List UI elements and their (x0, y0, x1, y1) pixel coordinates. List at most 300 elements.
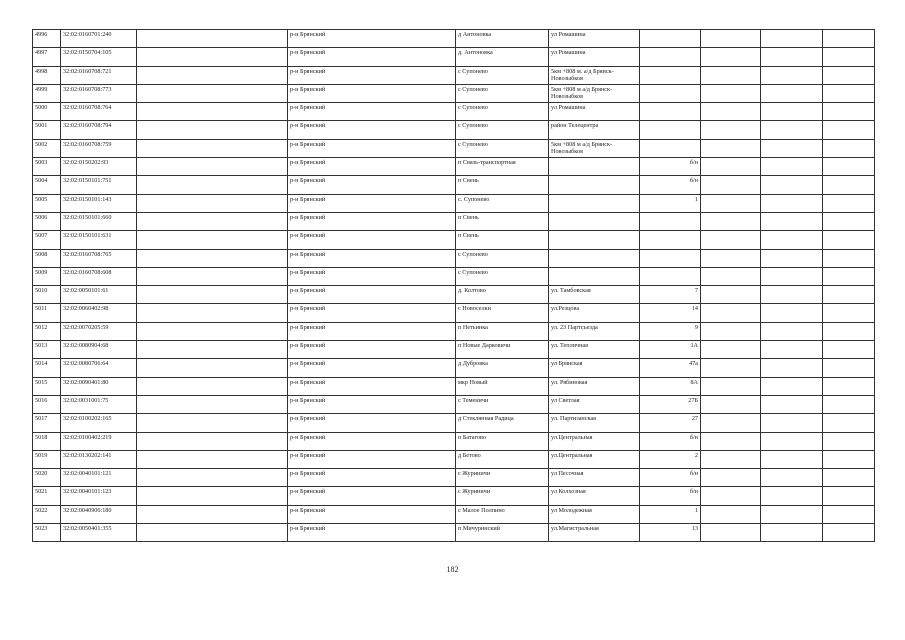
house-number-cell: б/н (640, 158, 701, 176)
row-number-cell: 5020 (33, 469, 61, 487)
settlement-cell: п Свень (456, 212, 549, 230)
cadastral-number-cell: 32:02:0150101:751 (61, 176, 137, 194)
row-number-cell: 5001 (33, 121, 61, 139)
settlement-cell: п Новые Дарковичи (456, 341, 549, 359)
extra-cell-3 (823, 341, 875, 359)
street-cell: ул Светлая (549, 395, 640, 413)
extra-cell-1 (701, 212, 761, 230)
house-number-cell: 47а (640, 359, 701, 377)
cadastral-number-cell: 32:02:0160708:765 (61, 249, 137, 267)
extra-cell-2 (761, 139, 823, 157)
extra-cell-1 (701, 469, 761, 487)
row-number-cell: 5002 (33, 139, 61, 157)
table-row (33, 84, 875, 102)
settlement-cell: с Супонево (456, 84, 549, 102)
house-number-cell: 7 (640, 286, 701, 304)
row-number-cell: 5000 (33, 103, 61, 121)
district-cell: р-н Брянский (288, 212, 456, 230)
extra-cell-3 (823, 304, 875, 322)
row-number-cell: 5013 (33, 341, 61, 359)
street-cell: ул.Магистральная (549, 524, 640, 542)
extra-cell-2 (761, 286, 823, 304)
table-row (33, 231, 875, 249)
cadastral-number-cell: 32:02:0150101:143 (61, 194, 137, 212)
cadastral-number-cell: 32:02:0040101:123 (61, 487, 137, 505)
extra-cell-2 (761, 377, 823, 395)
extra-cell-2 (761, 524, 823, 542)
blank-cell (137, 469, 288, 487)
extra-cell-2 (761, 450, 823, 468)
district-cell: р-н Брянский (288, 158, 456, 176)
cadastral-number-cell: 32:02:0031001:75 (61, 395, 137, 413)
extra-cell-2 (761, 432, 823, 450)
blank-cell (137, 66, 288, 84)
blank-cell (137, 359, 288, 377)
extra-cell-2 (761, 359, 823, 377)
district-cell: р-н Брянский (288, 450, 456, 468)
table-row (33, 121, 875, 139)
extra-cell-1 (701, 30, 761, 48)
table-row (33, 395, 875, 413)
extra-cell-1 (701, 176, 761, 194)
extra-cell-1 (701, 487, 761, 505)
street-cell: ул Брянская (549, 359, 640, 377)
row-number-cell: 5022 (33, 505, 61, 523)
settlement-cell: п Батагово (456, 432, 549, 450)
extra-cell-1 (701, 158, 761, 176)
extra-cell-3 (823, 487, 875, 505)
cadastral-number-cell: 32:02:0080706:64 (61, 359, 137, 377)
extra-cell-1 (701, 84, 761, 102)
table-row (33, 505, 875, 523)
house-number-cell (640, 212, 701, 230)
house-number-cell: 14 (640, 304, 701, 322)
extra-cell-1 (701, 139, 761, 157)
blank-cell (137, 432, 288, 450)
table-row (33, 30, 875, 48)
street-cell: ул.Центральная (549, 432, 640, 450)
street-cell: ул. Тамбовская (549, 286, 640, 304)
table-row (33, 414, 875, 432)
settlement-cell: с Супонево (456, 139, 549, 157)
house-number-cell: 27 (640, 414, 701, 432)
table-body (33, 30, 875, 542)
extra-cell-3 (823, 121, 875, 139)
extra-cell-3 (823, 267, 875, 285)
extra-cell-3 (823, 66, 875, 84)
cadastral-number-cell: 32:02:0160701:240 (61, 30, 137, 48)
row-number-cell: 5011 (33, 304, 61, 322)
table-row (33, 524, 875, 542)
cadastral-number-cell: 32:02:0160708:759 (61, 139, 137, 157)
table-row (33, 48, 875, 66)
row-number-cell: 5004 (33, 176, 61, 194)
blank-cell (137, 395, 288, 413)
extra-cell-1 (701, 48, 761, 66)
cadastral-number-cell: 32:02:0100202:165 (61, 414, 137, 432)
row-number-cell: 4998 (33, 66, 61, 84)
table-row (33, 286, 875, 304)
settlement-cell: д Антоновка (456, 30, 549, 48)
extra-cell-1 (701, 194, 761, 212)
house-number-cell: 1 (640, 194, 701, 212)
district-cell: р-н Брянский (288, 524, 456, 542)
district-cell: р-н Брянский (288, 359, 456, 377)
house-number-cell (640, 84, 701, 102)
extra-cell-3 (823, 286, 875, 304)
house-number-cell (640, 139, 701, 157)
street-cell (549, 249, 640, 267)
street-cell: ул.Резцова (549, 304, 640, 322)
district-cell: р-н Брянский (288, 505, 456, 523)
cadastral-number-cell: 32:02:0160708:764 (61, 103, 137, 121)
row-number-cell: 5009 (33, 267, 61, 285)
extra-cell-2 (761, 414, 823, 432)
district-cell: р-н Брянский (288, 231, 456, 249)
extra-cell-3 (823, 30, 875, 48)
street-cell (549, 212, 640, 230)
extra-cell-3 (823, 432, 875, 450)
extra-cell-1 (701, 432, 761, 450)
house-number-cell: б/н (640, 469, 701, 487)
blank-cell (137, 212, 288, 230)
street-cell: ул. Рябиновая (549, 377, 640, 395)
row-number-cell: 5019 (33, 450, 61, 468)
street-cell: ул. 23 Партсъезда (549, 322, 640, 340)
district-cell: р-н Брянский (288, 249, 456, 267)
district-cell: р-н Брянский (288, 395, 456, 413)
settlement-cell: п Связь-транспортная (456, 158, 549, 176)
extra-cell-1 (701, 304, 761, 322)
street-cell: ул Песочная (549, 469, 640, 487)
extra-cell-1 (701, 231, 761, 249)
table-row (33, 66, 875, 84)
district-cell: р-н Брянский (288, 194, 456, 212)
extra-cell-2 (761, 322, 823, 340)
house-number-cell (640, 267, 701, 285)
cadastral-number-cell: 32:02:0070205:59 (61, 322, 137, 340)
house-number-cell: 2 (640, 450, 701, 468)
row-number-cell: 5018 (33, 432, 61, 450)
blank-cell (137, 194, 288, 212)
settlement-cell: с Малое Полпино (456, 505, 549, 523)
extra-cell-3 (823, 139, 875, 157)
street-cell (549, 194, 640, 212)
extra-cell-2 (761, 158, 823, 176)
cadastral-number-cell: 32:02:0090401:80 (61, 377, 137, 395)
house-number-cell (640, 66, 701, 84)
district-cell: р-н Брянский (288, 322, 456, 340)
street-cell (549, 231, 640, 249)
settlement-cell: с Новоселки (456, 304, 549, 322)
blank-cell (137, 487, 288, 505)
row-number-cell: 5007 (33, 231, 61, 249)
street-cell (549, 267, 640, 285)
settlement-cell: д. Антоновка (456, 48, 549, 66)
extra-cell-2 (761, 469, 823, 487)
extra-cell-3 (823, 377, 875, 395)
settlement-cell: с Супонево (456, 267, 549, 285)
row-number-cell: 5008 (33, 249, 61, 267)
settlement-cell: д Стеклянная Радица (456, 414, 549, 432)
cadastral-number-cell: 32:02:0150101:660 (61, 212, 137, 230)
extra-cell-2 (761, 505, 823, 523)
extra-cell-3 (823, 48, 875, 66)
street-cell (549, 176, 640, 194)
table-row (33, 469, 875, 487)
registry-table (32, 29, 875, 542)
district-cell: р-н Брянский (288, 469, 456, 487)
blank-cell (137, 322, 288, 340)
extra-cell-3 (823, 450, 875, 468)
blank-cell (137, 505, 288, 523)
extra-cell-1 (701, 66, 761, 84)
house-number-cell: 1 (640, 505, 701, 523)
extra-cell-3 (823, 359, 875, 377)
row-number-cell: 5015 (33, 377, 61, 395)
street-cell: ул. Партизанская (549, 414, 640, 432)
extra-cell-2 (761, 341, 823, 359)
table-row (33, 377, 875, 395)
street-cell: ул. Тепличная (549, 341, 640, 359)
house-number-cell (640, 103, 701, 121)
extra-cell-2 (761, 103, 823, 121)
cadastral-number-cell: 32:02:0050401:355 (61, 524, 137, 542)
cadastral-number-cell: 32:02:0160708:794 (61, 121, 137, 139)
extra-cell-3 (823, 249, 875, 267)
extra-cell-2 (761, 249, 823, 267)
settlement-cell: п Свень (456, 231, 549, 249)
extra-cell-1 (701, 286, 761, 304)
district-cell: р-н Брянский (288, 84, 456, 102)
row-number-cell: 5016 (33, 395, 61, 413)
extra-cell-3 (823, 84, 875, 102)
table-row (33, 359, 875, 377)
table-row (33, 267, 875, 285)
row-number-cell: 5021 (33, 487, 61, 505)
page-number: 182 (446, 565, 459, 574)
extra-cell-3 (823, 322, 875, 340)
blank-cell (137, 249, 288, 267)
cadastral-number-cell: 32:02:0160708:773 (61, 84, 137, 102)
cadastral-number-cell: 32:02:0130202:141 (61, 450, 137, 468)
blank-cell (137, 158, 288, 176)
extra-cell-2 (761, 30, 823, 48)
district-cell: р-н Брянский (288, 267, 456, 285)
street-cell: ул.Центральная (549, 450, 640, 468)
table-row (33, 103, 875, 121)
cadastral-number-cell: 32:02:0150202:93 (61, 158, 137, 176)
row-number-cell: 5006 (33, 212, 61, 230)
cadastral-number-cell: 32:02:0160708:608 (61, 267, 137, 285)
extra-cell-2 (761, 66, 823, 84)
settlement-cell: мкр Новый (456, 377, 549, 395)
extra-cell-1 (701, 450, 761, 468)
district-cell: р-н Брянский (288, 432, 456, 450)
blank-cell (137, 121, 288, 139)
blank-cell (137, 103, 288, 121)
extra-cell-1 (701, 341, 761, 359)
extra-cell-1 (701, 121, 761, 139)
settlement-cell: д Бетово (456, 450, 549, 468)
settlement-cell: п Свень (456, 176, 549, 194)
district-cell: р-н Брянский (288, 30, 456, 48)
cadastral-number-cell: 32:02:0160708:721 (61, 66, 137, 84)
table-row (33, 304, 875, 322)
table-row (33, 194, 875, 212)
extra-cell-2 (761, 487, 823, 505)
row-number-cell: 5023 (33, 524, 61, 542)
cadastral-number-cell: 32:02:0040101:121 (61, 469, 137, 487)
blank-cell (137, 341, 288, 359)
house-number-cell (640, 48, 701, 66)
settlement-cell: д Дубровка (456, 359, 549, 377)
table-row (33, 341, 875, 359)
extra-cell-1 (701, 267, 761, 285)
district-cell: р-н Брянский (288, 487, 456, 505)
district-cell: р-н Брянский (288, 176, 456, 194)
extra-cell-3 (823, 103, 875, 121)
row-number-cell: 5010 (33, 286, 61, 304)
blank-cell (137, 450, 288, 468)
district-cell: р-н Брянский (288, 121, 456, 139)
street-cell: ул Ромашина (549, 48, 640, 66)
settlement-cell: с Журиничи (456, 487, 549, 505)
house-number-cell (640, 231, 701, 249)
extra-cell-3 (823, 158, 875, 176)
blank-cell (137, 139, 288, 157)
blank-cell (137, 377, 288, 395)
house-number-cell: б/н (640, 176, 701, 194)
house-number-cell: 9 (640, 322, 701, 340)
settlement-cell: с Супонево (456, 121, 549, 139)
extra-cell-2 (761, 48, 823, 66)
district-cell: р-н Брянский (288, 103, 456, 121)
house-number-cell: 8А (640, 377, 701, 395)
row-number-cell: 4996 (33, 30, 61, 48)
house-number-cell: 1А (640, 341, 701, 359)
extra-cell-1 (701, 377, 761, 395)
extra-cell-3 (823, 414, 875, 432)
extra-cell-1 (701, 103, 761, 121)
extra-cell-3 (823, 505, 875, 523)
district-cell: р-н Брянский (288, 66, 456, 84)
extra-cell-3 (823, 231, 875, 249)
extra-cell-3 (823, 469, 875, 487)
settlement-cell: с. Супонево (456, 194, 549, 212)
extra-cell-1 (701, 359, 761, 377)
settlement-cell: д. Колтово (456, 286, 549, 304)
street-cell (549, 158, 640, 176)
blank-cell (137, 30, 288, 48)
blank-cell (137, 524, 288, 542)
cadastral-number-cell: 32:02:0080904:68 (61, 341, 137, 359)
extra-cell-1 (701, 505, 761, 523)
blank-cell (137, 286, 288, 304)
row-number-cell: 5017 (33, 414, 61, 432)
house-number-cell: 27Б (640, 395, 701, 413)
blank-cell (137, 304, 288, 322)
table-row (33, 176, 875, 194)
extra-cell-3 (823, 194, 875, 212)
row-number-cell: 4997 (33, 48, 61, 66)
extra-cell-3 (823, 524, 875, 542)
blank-cell (137, 176, 288, 194)
row-number-cell: 5014 (33, 359, 61, 377)
district-cell: р-н Брянский (288, 48, 456, 66)
house-number-cell (640, 249, 701, 267)
cadastral-number-cell: 32:02:0100402:219 (61, 432, 137, 450)
house-number-cell: 13 (640, 524, 701, 542)
house-number-cell: б/н (640, 487, 701, 505)
street-cell: ул Колхозная (549, 487, 640, 505)
cadastral-number-cell: 32:02:0060402:98 (61, 304, 137, 322)
street-cell: 5км +808 м а/д Брянск-Новозыбков (549, 139, 640, 157)
settlement-cell: п Нетьинка (456, 322, 549, 340)
extra-cell-2 (761, 121, 823, 139)
row-number-cell: 4999 (33, 84, 61, 102)
extra-cell-3 (823, 176, 875, 194)
street-cell: 5км +808 м а/д Брянск-Новозыбков (549, 84, 640, 102)
table-row (33, 249, 875, 267)
extra-cell-2 (761, 194, 823, 212)
row-number-cell: 5005 (33, 194, 61, 212)
district-cell: р-н Брянский (288, 341, 456, 359)
table-row (33, 139, 875, 157)
extra-cell-2 (761, 84, 823, 102)
street-cell: ул Молодежная (549, 505, 640, 523)
blank-cell (137, 231, 288, 249)
street-cell: ул Ромашина (549, 30, 640, 48)
house-number-cell (640, 121, 701, 139)
blank-cell (137, 48, 288, 66)
blank-cell (137, 84, 288, 102)
district-cell: р-н Брянский (288, 414, 456, 432)
blank-cell (137, 267, 288, 285)
district-cell: р-н Брянский (288, 304, 456, 322)
extra-cell-1 (701, 414, 761, 432)
row-number-cell: 5003 (33, 158, 61, 176)
district-cell: р-н Брянский (288, 286, 456, 304)
house-number-cell (640, 30, 701, 48)
extra-cell-2 (761, 267, 823, 285)
extra-cell-2 (761, 212, 823, 230)
blank-cell (137, 414, 288, 432)
street-cell: ул Ромашина (549, 103, 640, 121)
cadastral-number-cell: 32:02:0150101:631 (61, 231, 137, 249)
extra-cell-1 (701, 322, 761, 340)
table-row (33, 450, 875, 468)
extra-cell-2 (761, 176, 823, 194)
settlement-cell: п Мичуринский (456, 524, 549, 542)
street-cell: 5км +808 м. а/д Брянск-Новозыбков (549, 66, 640, 84)
house-number-cell: б/н (640, 432, 701, 450)
settlement-cell: с Теменичи (456, 395, 549, 413)
settlement-cell: с Супонево (456, 66, 549, 84)
row-number-cell: 5012 (33, 322, 61, 340)
cadastral-number-cell: 32:02:0150704:105 (61, 48, 137, 66)
extra-cell-1 (701, 524, 761, 542)
extra-cell-3 (823, 212, 875, 230)
settlement-cell: с Супонево (456, 249, 549, 267)
extra-cell-1 (701, 395, 761, 413)
extra-cell-3 (823, 395, 875, 413)
cadastral-number-cell: 32:02:0040906:180 (61, 505, 137, 523)
extra-cell-2 (761, 231, 823, 249)
table-row (33, 487, 875, 505)
settlement-cell: с Супонево (456, 103, 549, 121)
table-row (33, 212, 875, 230)
